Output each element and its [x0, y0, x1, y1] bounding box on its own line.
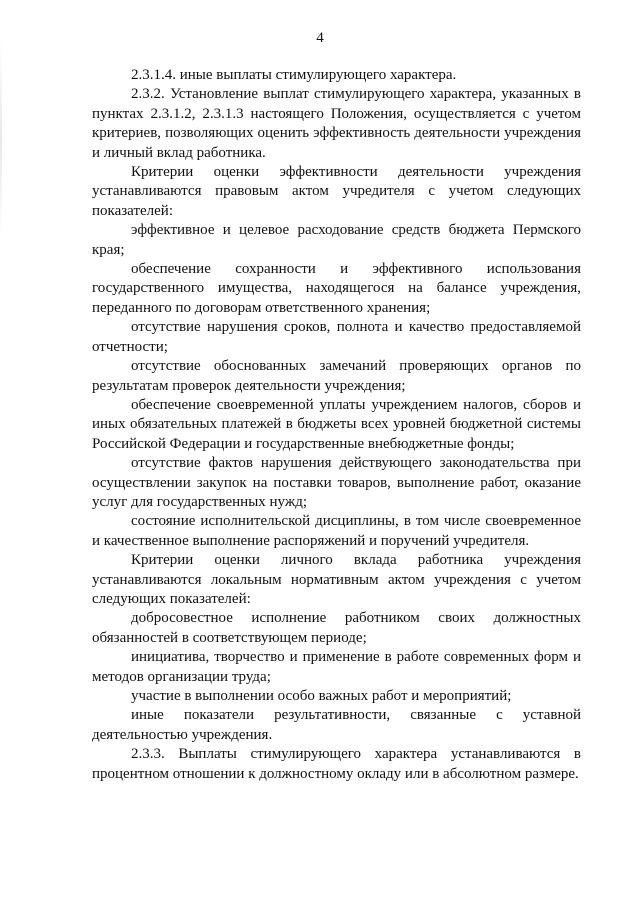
- list-item: участие в выполнении особо важных работ и мероприятий;: [131, 688, 512, 704]
- paragraph-2-3-3: 2.3.3. Выплаты стимулирующего характера устанавливаются в процентном отношении к должностному окладу или в абсолютном размере.: [92, 746, 581, 782]
- paragraph-2-3-1-4: 2.3.1.4. иные выплаты стимулирующего характера.: [131, 67, 457, 83]
- scan-edge-shadow: [0, 40, 2, 240]
- paragraph-employee-criteria-intro: Критерии оценки личного вклада работника учреждения устанавливаются локальным нормативным актом учреждения с учетом следующих показателей:: [92, 552, 581, 607]
- list-item: иные показатели результативности, связанные с уставной деятельностью учреждения.: [92, 707, 581, 743]
- paragraph-2-3-2: 2.3.2. Установление выплат стимулирующего характера, указанных в пунктах 2.3.1.2, 2.3.1.3 настоящего Положения, осуществляется с учетом критериев, позволяющих оценить эффективность деятельности учреждения и личный вклад работника.: [92, 86, 581, 161]
- list-item: инициатива, творчество и применение в работе современных форм и методов организации труда;: [92, 649, 581, 685]
- list-item: обеспечение своевременной уплаты учреждением налогов, сборов и иных обязательных платежей в бюджеты всех уровней бюджетной системы Российской Федерации и государственные внебюджетные фонды;: [92, 396, 581, 452]
- page-number: 4: [316, 30, 324, 46]
- document-body: [92, 66, 581, 784]
- list-item: добросовестное исполнение работником своих должностных обязанностей в соответствующем периоде;: [92, 610, 581, 646]
- list-item: отсутствие обоснованных замечаний проверяющих органов по результатам проверок деятельности учреждения;: [92, 358, 581, 394]
- list-item: эффективное и целевое расходование средств бюджета Пермского края;: [92, 222, 581, 258]
- paragraph-institution-criteria-intro: Критерии оценки эффективности деятельности учреждения устанавливаются правовым актом учредителя с учетом следующих показателей:: [92, 164, 581, 219]
- list-item: обеспечение сохранности и эффективного использования государственного имущества, находящегося на балансе учреждения, переданного по договорам ответственного хранения;: [92, 261, 581, 316]
- list-item: отсутствие нарушения сроков, полнота и качество предоставляемой отчетности;: [92, 319, 581, 355]
- list-item: отсутствие фактов нарушения действующего законодательства при осуществлении закупок на поставки товаров, выполнение работ, оказание услуг для государственных нужд;: [92, 455, 581, 510]
- list-item: состояние исполнительской дисциплины, в том числе своевременное и качественное выполнение распоряжений и поручений учредителя.: [92, 513, 581, 549]
